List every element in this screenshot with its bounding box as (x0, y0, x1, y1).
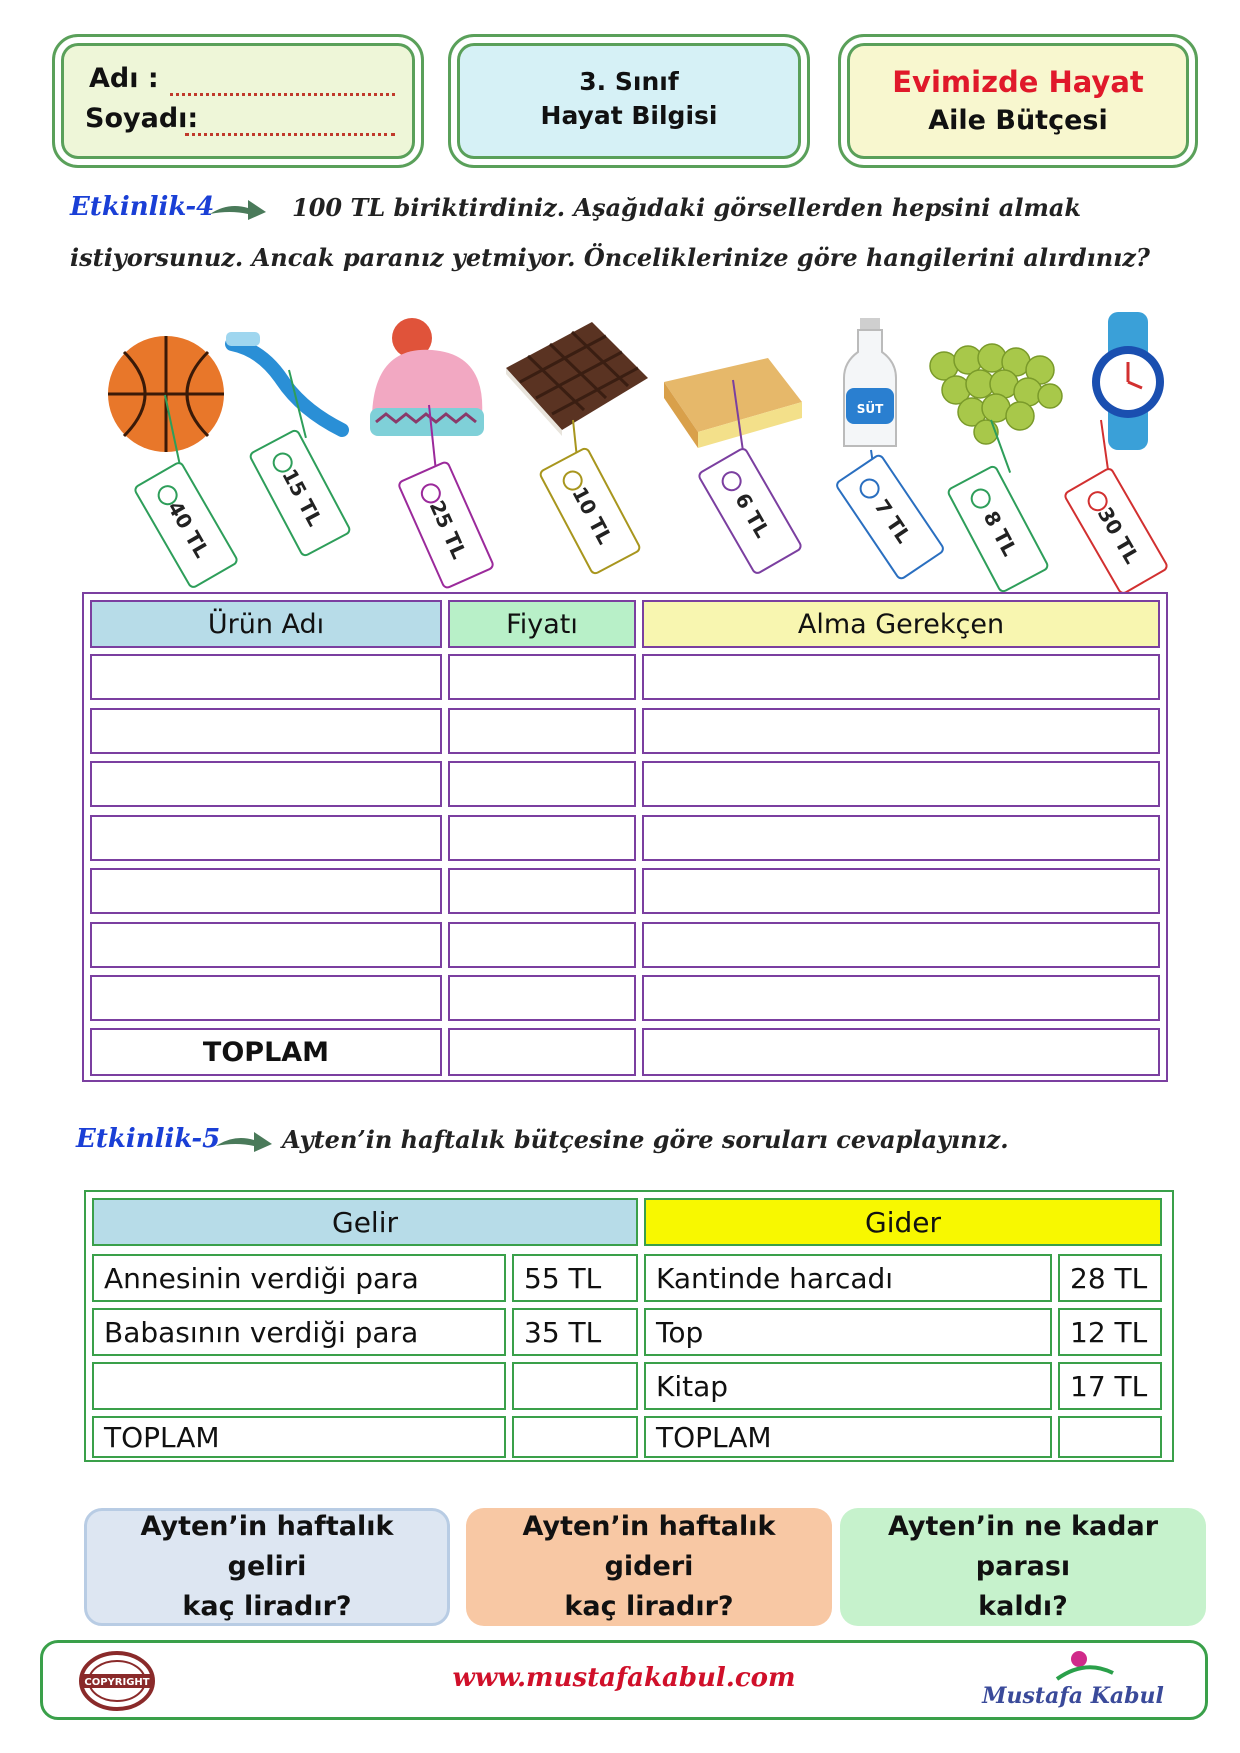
price-tag (396, 460, 495, 591)
expense-item-cell: Kitap (644, 1362, 1052, 1410)
website-link[interactable]: www.mustafakabul.com (452, 1663, 796, 1693)
product-price-cell[interactable] (448, 761, 636, 807)
name-label: Adı : (89, 63, 159, 94)
product-name-cell[interactable] (90, 975, 442, 1021)
income-total-cell[interactable] (512, 1416, 638, 1458)
unit-topic-frame (838, 34, 1198, 168)
expense-item-cell: Top (644, 1308, 1052, 1356)
reason-cell[interactable] (642, 922, 1160, 968)
price-tag (946, 464, 1051, 594)
tag-price: 30 TL (1092, 502, 1145, 568)
reason-header: Alma Gerekçen (642, 600, 1160, 648)
product-name-header: Ürün Adı (90, 600, 442, 648)
unit-title: Evimizde Hayat (892, 65, 1144, 99)
flower-logo-icon (1055, 1645, 1115, 1681)
price-header: Fiyatı (448, 600, 636, 648)
reason-cell[interactable] (642, 975, 1160, 1021)
wool-hat-icon (362, 316, 490, 446)
tag-price: 40 TL (162, 496, 215, 562)
arrow-right-icon (208, 198, 268, 222)
toothbrush-icon (222, 330, 352, 440)
surname-label: Soyadı: (85, 103, 199, 134)
product-price-cell[interactable] (448, 708, 636, 754)
grade-subject-frame (448, 34, 810, 168)
income-header: Gelir (92, 1198, 638, 1246)
name-field[interactable] (170, 93, 395, 96)
product-name-cell[interactable] (90, 815, 442, 861)
activity5-text: Ayten’in haftalık bütçesine göre soruları cevaplayınız. (282, 1125, 1009, 1154)
tag-price: 7 TL (869, 494, 916, 548)
expense-total-cell[interactable] (1058, 1416, 1162, 1458)
expense-item-cell: Kantinde harcadı (644, 1254, 1052, 1302)
milk-label: SÜT (856, 402, 884, 416)
reason-cell[interactable] (642, 761, 1160, 807)
activity5-label: Etkinlik-5 (76, 1124, 221, 1154)
expense-amount-cell: 17 TL (1058, 1362, 1162, 1410)
income-amount-cell: 35 TL (512, 1308, 638, 1356)
income-total-label: TOPLAM (92, 1416, 506, 1458)
expense-amount-cell: 28 TL (1058, 1254, 1162, 1302)
price-tag (1062, 466, 1169, 596)
price-tag (834, 452, 946, 581)
tag-price: 25 TL (424, 496, 472, 563)
student-info-frame (52, 34, 424, 168)
product-name-cell[interactable] (90, 708, 442, 754)
total-reason-cell[interactable] (642, 1028, 1160, 1076)
subject-text: Hayat Bilgisi (540, 101, 718, 130)
milk-bottle-icon (840, 318, 900, 450)
question-remaining-line1: Ayten’in ne kadar parası (887, 1511, 1159, 1582)
question-expense (466, 1508, 832, 1626)
income-amount-cell[interactable] (512, 1362, 638, 1410)
tag-price: 15 TL (277, 464, 328, 531)
expense-header: Gider (644, 1198, 1162, 1246)
chocolate-bar-icon (502, 318, 652, 436)
budget-table (84, 1190, 1174, 1462)
sandwich-icon (658, 352, 808, 452)
product-name-cell[interactable] (90, 761, 442, 807)
surname-field[interactable] (185, 133, 395, 136)
reason-cell[interactable] (642, 654, 1160, 700)
reason-cell[interactable] (642, 815, 1160, 861)
income-item-cell: Annesinin verdiği para (92, 1254, 506, 1302)
price-tag (538, 446, 643, 576)
question-expense-line2: kaç liradır? (564, 1591, 734, 1622)
product-price-cell[interactable] (448, 815, 636, 861)
product-price-cell[interactable] (448, 922, 636, 968)
tag-price: 10 TL (567, 482, 618, 549)
product-price-cell[interactable] (448, 654, 636, 700)
svg-text:COPYRIGHT: COPYRIGHT (84, 1677, 150, 1688)
question-income (84, 1508, 450, 1626)
question-remaining (840, 1508, 1206, 1626)
question-expense-line1: Ayten’in haftalık gideri (522, 1511, 776, 1582)
question-remaining-line2: kaldı? (978, 1591, 1068, 1622)
activity4-label: Etkinlik-4 (70, 192, 215, 222)
reason-cell[interactable] (642, 868, 1160, 914)
wristwatch-icon (1082, 312, 1174, 450)
product-price-cell[interactable] (448, 975, 636, 1021)
question-income-line2: kaç liradır? (182, 1591, 352, 1622)
topic-title: Aile Bütçesi (928, 105, 1108, 136)
arrow-right-icon (214, 1130, 274, 1154)
price-tag (248, 428, 353, 558)
total-label-cell: TOPLAM (90, 1028, 442, 1076)
total-price-cell[interactable] (448, 1028, 636, 1076)
income-item-cell[interactable] (92, 1362, 506, 1410)
tag-hole (856, 475, 884, 503)
tag-hole (718, 468, 745, 495)
author-signature: Mustafa Kabul (982, 1683, 1164, 1709)
product-name-cell[interactable] (90, 654, 442, 700)
activity4-line1: 100 TL biriktirdiniz. Aşağıdaki görsellerden hepsini almak (292, 193, 1082, 222)
product-name-cell[interactable] (90, 868, 442, 914)
footer (40, 1640, 1208, 1720)
price-tag (132, 460, 239, 590)
income-item-cell: Babasının verdiği para (92, 1308, 506, 1356)
activity4-line2: istiyorsunuz. Ancak paranız yetmiyor. Önceliklerinize göre hangilerini alırdınız? (70, 243, 1150, 272)
grade-text: 3. Sınıf (579, 67, 679, 96)
purchase-table (82, 592, 1168, 1082)
question-income-line1: Ayten’in haftalık geliri (140, 1511, 394, 1582)
product-name-cell[interactable] (90, 922, 442, 968)
reason-cell[interactable] (642, 708, 1160, 754)
expense-total-label: TOPLAM (644, 1416, 1052, 1458)
price-tag (696, 446, 803, 576)
income-amount-cell: 55 TL (512, 1254, 638, 1302)
tag-price: 6 TL (730, 488, 775, 542)
tag-price: 8 TL (978, 506, 1023, 560)
tag-hole (967, 485, 994, 512)
expense-amount-cell: 12 TL (1058, 1308, 1162, 1356)
product-price-cell[interactable] (448, 868, 636, 914)
